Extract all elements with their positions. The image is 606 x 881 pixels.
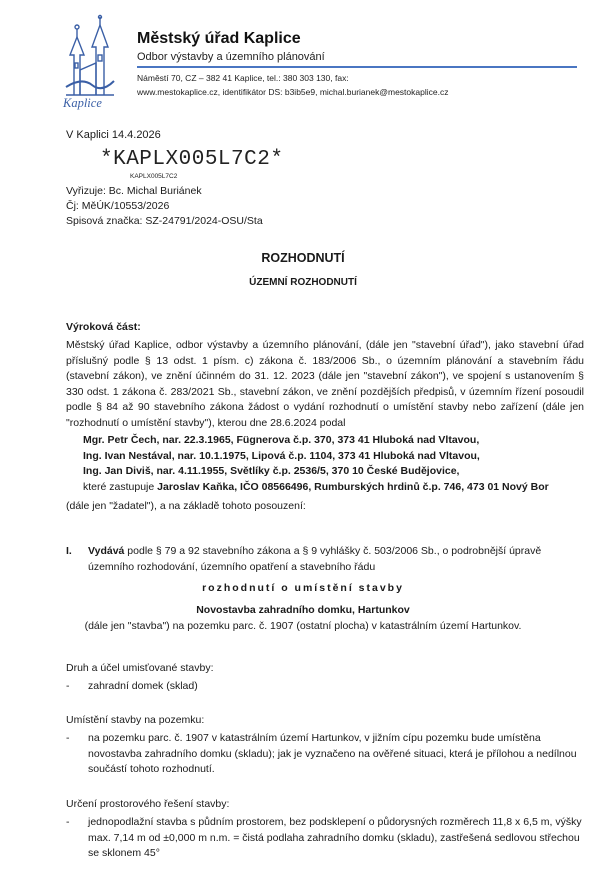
reference-number: Čj: MěÚK/10553/2026 — [66, 200, 170, 212]
barcode: *KAPLX005L7C2* — [100, 148, 284, 171]
bullet-marker: - — [66, 732, 70, 744]
representative-prefix: které zastupuje — [83, 480, 158, 493]
bullet-location: na pozemku parc. č. 1907 v katastrálním území Hartunkov, v jižním cípu pozemku bude umístěna novostavba zahradního domku (skladu); jak je vyznačeno na ověřené situaci, která je přílohou a nedílnou součástí tohoto rozhodnutí. — [88, 732, 577, 776]
applicant-1: Mgr. Petr Čech, nar. 22.3.1965, Fügnerova č.p. 370, 373 41 Hluboká nad Vltavou, — [83, 434, 480, 446]
applicant-2: Ing. Ivan Nestával, nar. 10.1.1975, Lipová č.p. 1104, 373 41 Hluboká nad Vltavou, — [83, 449, 480, 462]
applicants-list — [83, 433, 549, 495]
representative-name: Jaroslav Kaňka, IČO 08566496, Rumburských hrdinů č.p. 746, 473 01 Nový Bor — [157, 480, 549, 493]
bullet-type: zahradní domek (sklad) — [88, 680, 198, 692]
representative-line — [83, 480, 549, 496]
section-heading-location: Umístění stavby na pozemku: — [66, 714, 205, 726]
barcode-caption: KAPLX005L7C2 — [130, 173, 178, 180]
section-numeral: I. — [66, 545, 72, 557]
date-line: V Kaplici 14.4.2026 — [66, 129, 161, 141]
section-lead — [88, 544, 586, 575]
handler-line: Vyřizuje: Bc. Michal Buriánek — [66, 185, 202, 197]
contact-line: www.mestokaplice.cz, identifikátor DS: b3ib5e9, michal.burianek@mestokaplice.cz — [137, 87, 449, 97]
address-line: Náměstí 70, CZ – 382 41 Kaplice, tel.: 380 303 130, fax: — [137, 73, 349, 83]
bullet-spatial: jednopodlažní stavba s půdním prostorem, bez podsklepení o půdorysných rozměrech 11,8 x 6,5 m, výšky max. 7,14 m od ±0,000 m n.m. = čistá podlaha zahradního domku (skladu), zastřešená sedlovou střechou se sklonem 45° — [88, 816, 582, 860]
verdict-intro: Městský úřad Kaplice, odbor výstavby a územního plánování, (dále jen "stavební úřad"), jako stavební úřad příslušný podle § 13 odst. 1 písm. c) zákona č. 183/2006 Sb., o územním plánování a stavebním řádu (stavební zákon), ve znění účinném do 31. 12. 2023 (dále jen "stavební zákon"), ve spojení s ustanovením § 330 odst. 1 zákona č. 283/2021 Sb., stavební zákon, ve znění pozdějších předpisů, v územním řízení posoudil podle § 84 až 90 stavebního zákona žádost o vydání rozhodnutí o umístění stavby nebo zařízení (dále jen "rozhodnutí o umístění stavby"), kterou dne 28.6.2024 podal — [66, 339, 584, 429]
verdict-closing: (dále jen "žadatel"), a na základě tohoto posouzení: — [66, 500, 306, 512]
bullet-marker: - — [66, 680, 70, 692]
org-name: Městský úřad Kaplice — [137, 30, 301, 47]
org-department: Odbor výstavby a územního plánování — [137, 51, 325, 63]
section-heading-spatial: Určení prostorového řešení stavby: — [66, 798, 230, 810]
verdict-heading: Výroková část: — [66, 321, 141, 333]
decision-title: rozhodnutí o umístění stavby — [202, 582, 404, 594]
building-description: (dále jen "stavba") na pozemku parc. č. 1907 (ostatní plocha) v katastrálním území Hartunkov. — [84, 620, 522, 632]
logo-text: Kaplice — [63, 96, 102, 110]
section-heading-type: Druh a účel umisťované stavby: — [66, 662, 214, 674]
header-divider — [137, 66, 577, 68]
bullet-marker: - — [66, 816, 70, 828]
applicant-3: Ing. Jan Diviš, nar. 4.11.1955, Světlíky č.p. 2536/5, 370 10 České Budějovice, — [83, 465, 460, 478]
document-title: ROZHODNUTÍ — [261, 251, 345, 265]
section-lead-text: podle § 79 a 92 stavebního zákona a § 9 vyhlášky č. 503/2006 Sb., o podrobnější úpravě územního rozhodování, územního opatření a stavebního řádu — [88, 545, 542, 573]
file-number: Spisová značka: SZ-24791/2024-OSU/Sta — [66, 215, 263, 227]
section-lead-bold: Vydává — [88, 545, 125, 557]
building-name: Novostavba zahradního domku, Hartunkov — [196, 604, 410, 616]
document-subtitle: ÚZEMNÍ ROZHODNUTÍ — [249, 277, 357, 288]
